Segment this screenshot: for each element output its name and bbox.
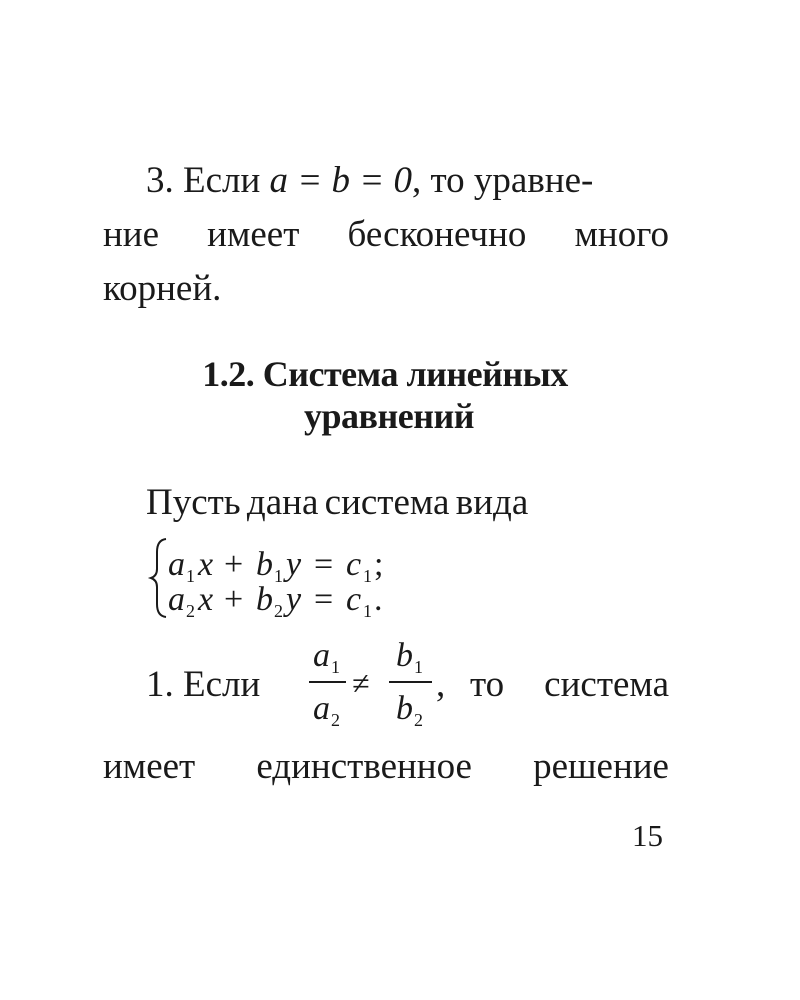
eq2-end: . [374, 581, 383, 618]
fraction-b1-over-b2 [389, 637, 432, 730]
page-number: 15 [632, 818, 663, 853]
equation-1 [168, 546, 383, 586]
paragraph-3-suffix: , то уравне- [411, 160, 594, 201]
frac2-den: b [396, 690, 413, 727]
frac1-den-sub: 2 [331, 710, 340, 730]
condition-1-comma: , [436, 664, 446, 705]
word: решение [533, 746, 669, 787]
frac1-num: a [313, 637, 330, 674]
eq1-c: c [346, 546, 362, 583]
word: то [470, 664, 505, 705]
word: имеет [207, 214, 300, 255]
eq1-c-sub: 1 [363, 566, 372, 586]
frac2-num: b [396, 637, 413, 674]
section-heading-line-2: уравнений [304, 396, 474, 436]
condition-equation: a = b = 0 [269, 160, 412, 201]
eq1-b: b [256, 546, 273, 583]
frac1-num-sub: 1 [331, 657, 340, 677]
equation-2 [168, 581, 383, 621]
frac1-den: a [313, 690, 330, 727]
eq2-a: a [168, 581, 185, 618]
word: много [574, 214, 669, 255]
word: бесконечно [347, 214, 527, 255]
eq2-c-sub: 1 [363, 601, 372, 621]
paragraph-3-line-3: корней. [103, 268, 222, 309]
eq1-b-sub: 1 [274, 566, 283, 586]
condition-1-prefix: 1. Если [146, 664, 261, 705]
frac2-num-sub: 1 [414, 657, 423, 677]
system-brace [151, 539, 166, 617]
eq2-c: c [346, 581, 362, 618]
eq1-equals: = [314, 546, 334, 583]
eq1-y: y [286, 546, 302, 583]
eq2-x: x [198, 581, 214, 618]
frac2-den-sub: 2 [414, 710, 423, 730]
eq2-b: b [256, 581, 273, 618]
eq1-a-sub: 1 [186, 566, 195, 586]
eq2-b-sub: 2 [274, 601, 283, 621]
eq1-plus: + [224, 546, 244, 583]
eq2-y: y [286, 581, 302, 618]
condition-1-line-2 [103, 748, 669, 785]
eq1-a: a [168, 546, 185, 583]
eq1-end: ; [374, 546, 384, 583]
eq2-a-sub: 2 [186, 601, 195, 621]
word: единственное [256, 746, 472, 787]
condition-1-suffix [470, 666, 669, 703]
word: ние [103, 214, 160, 255]
word: система [544, 664, 669, 705]
paragraph-3-prefix: 3. Если [146, 160, 261, 201]
eq2-equals: = [314, 581, 334, 618]
fraction-a1-over-a2 [309, 637, 346, 730]
section-heading-line-1: 1.2. Система линейных [202, 354, 568, 394]
system-intro: Пусть дана система вида [146, 482, 529, 523]
eq1-x: x [198, 546, 214, 583]
not-equal-sign: ≠ [352, 665, 370, 701]
word: имеет [103, 746, 196, 787]
eq2-plus: + [224, 581, 244, 618]
